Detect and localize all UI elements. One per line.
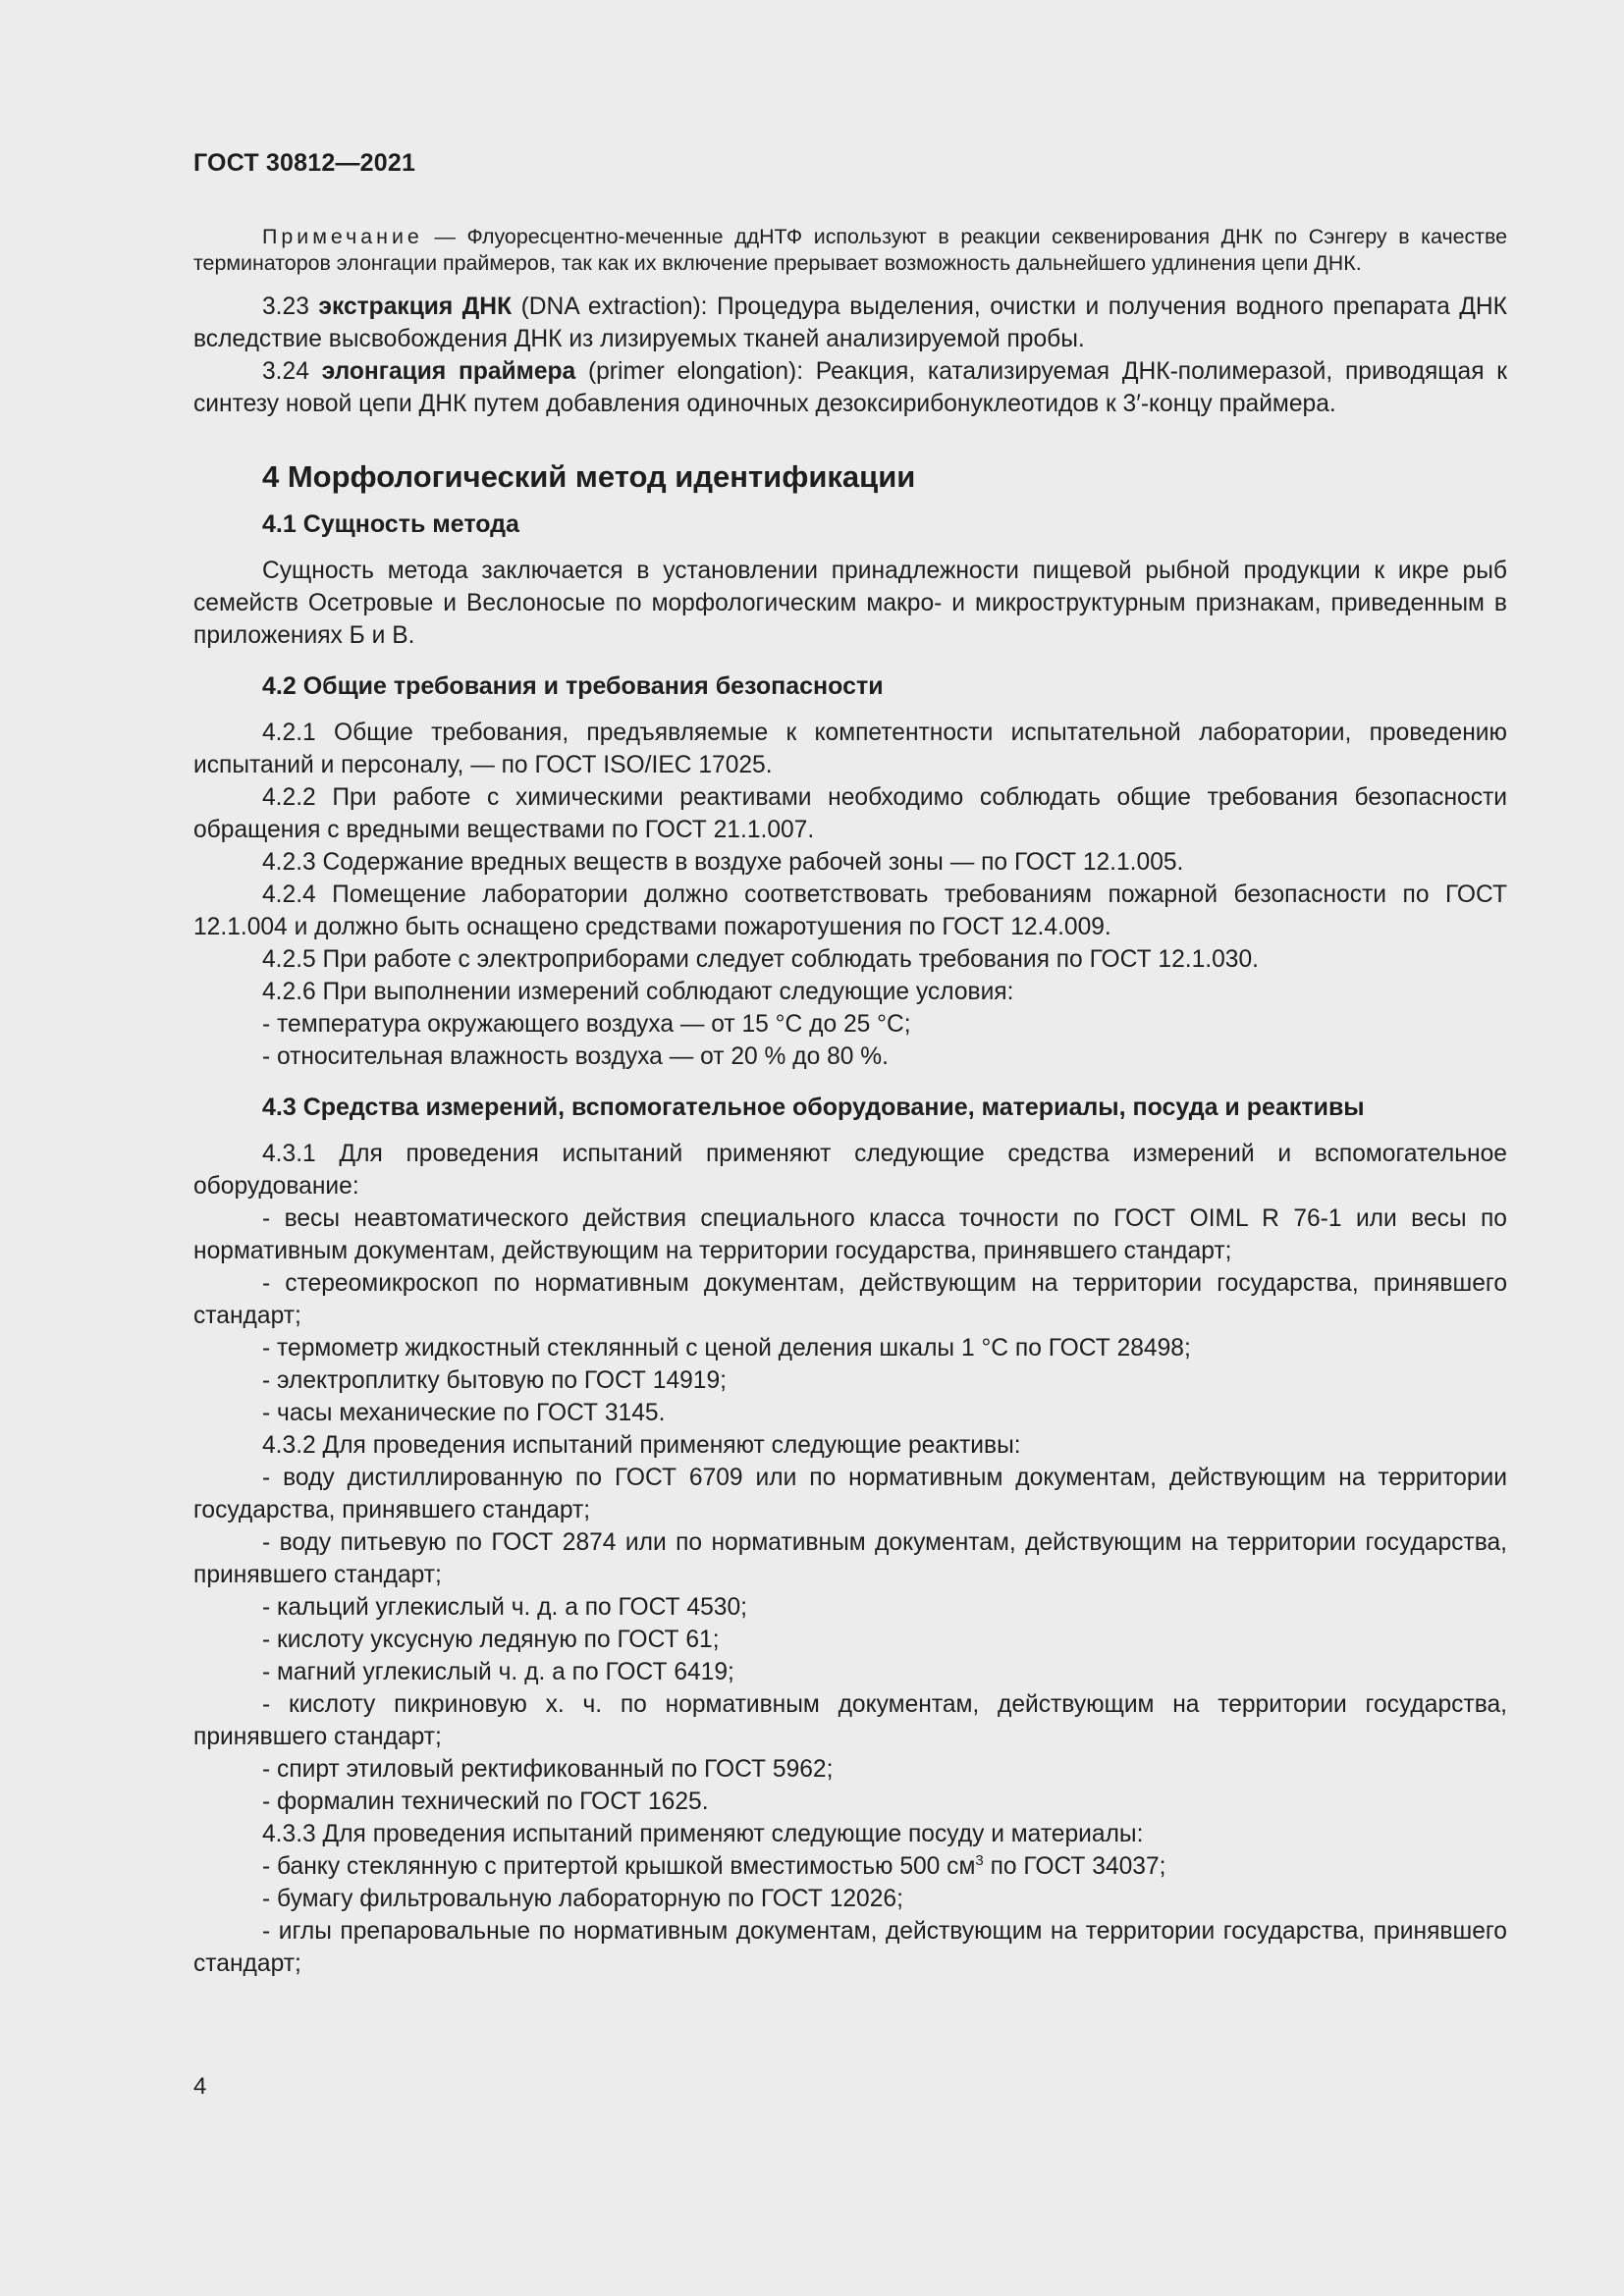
list-item: - спирт этиловый ректификованный по ГОСТ 5962; <box>262 1756 834 1783</box>
list-item: 4.2.3 Содержание вредных веществ в воздухе рабочей зоны — по ГОСТ 12.1.005. <box>262 849 1184 876</box>
note-label: Примечание <box>262 225 423 248</box>
subsection-4-3-heading: 4.3 Средства измерений, вспомогательное оборудование, материалы, посуда и реактивы <box>262 1094 1365 1121</box>
definition-text: (primer elongation): Реакция, катализируемая ДНК-полимеразой, приводящая к синтезу новой цепи ДНК путем добавления одиночных дезоксирибонуклеотидов к 3′-концу праймера. <box>193 358 1507 417</box>
subsection-4-1-heading: 4.1 Сущность метода <box>262 510 519 538</box>
document-code: ГОСТ 30812—2021 <box>193 149 416 177</box>
list-item: 4.3.1 Для проведения испытаний применяют следующие средства измерений и вспомогательное оборудование: <box>193 1141 1507 1200</box>
list-item: 4.2.6 При выполнении измерений соблюдают следующие условия: <box>262 979 1014 1005</box>
subsection-4-2-list <box>193 717 1507 1073</box>
list-item: - температура окружающего воздуха — от 15 °C до 25 °C; <box>262 1011 911 1038</box>
list-item: - магний углекислый ч. д. а по ГОСТ 6419; <box>262 1659 734 1685</box>
list-item: 4.2.4 Помещение лаборатории должно соответствовать требованиям пожарной безопасности по ГОСТ 12.1.004 и должно быть оснащено средствами пожаротушения по ГОСТ 12.4.009. <box>193 881 1507 940</box>
definition-term: экстракция ДНК <box>318 294 513 320</box>
list-item: 4.2.1 Общие требования, предъявляемые к компетентности испытательной лаборатории, проведению испытаний и персоналу, — по ГОСТ ISO/IEC 17025. <box>193 720 1507 778</box>
page-number: 4 <box>193 2073 207 2100</box>
list-item: 4.3.2 Для проведения испытаний применяют следующие реактивы: <box>262 1432 1021 1459</box>
list-item: - электроплитку бытовую по ГОСТ 14919; <box>262 1367 727 1394</box>
list-item: - иглы препаровальные по нормативным документам, действующим на территории государства, принявшего стандарт; <box>193 1918 1507 1977</box>
subsection-4-1-text: Сущность метода заключается в установлении принадлежности пищевой рыбной продукции к икре рыб семейств Осетровые и Веслоносые по морфологическим макро- и микроструктурным признакам, приведенным в приложениях Б и В. <box>193 558 1507 649</box>
subsection-4-2-heading: 4.2 Общие требования и требования безопасности <box>262 672 884 700</box>
definition-number: 3.23 <box>262 294 319 320</box>
list-item: - стереомикроскоп по нормативным документам, действующим на территории государства, принявшего стандарт; <box>193 1270 1507 1329</box>
subsection-4-3-list <box>193 1138 1507 1980</box>
list-item: - весы неавтоматического действия специального класса точности по ГОСТ OIML R 76-1 или весы по нормативным документам, действующим на территории государства, принявшего стандарт; <box>193 1205 1507 1264</box>
definition-3-24 <box>193 355 1507 420</box>
section-4-heading: 4 Морфологический метод идентификации <box>262 459 916 494</box>
list-item: 4.2.2 При работе с химическими реактивами необходимо соблюдать общие требования безопасности обращения с вредными веществами по ГОСТ 21.1.007. <box>193 784 1507 843</box>
jar-text: - банку стеклянную с притертой крышкой вместимостью 500 см <box>262 1853 976 1880</box>
note-text: — Флуоресцентно-меченные ддНТФ используют в реакции секвенирования ДНК по Сэнгеру в качестве терминаторов элонгации праймеров, так как их включение прерывает возможность дальнейшего удлинения цепи ДНК. <box>193 225 1507 275</box>
list-item: - кислоту уксусную ледяную по ГОСТ 61; <box>262 1627 720 1653</box>
list-item: - воду дистиллированную по ГОСТ 6709 или по нормативным документам, действующим на территории государства, принявшего стандарт; <box>193 1465 1507 1523</box>
definition-text: (DNA extraction): Процедура выделения, очистки и получения водного препарата ДНК вследствие высвобождения ДНК из лизируемых тканей анализируемой пробы. <box>193 294 1508 352</box>
list-item: 4.3.3 Для проведения испытаний применяют следующие посуду и материалы: <box>262 1821 1144 1847</box>
superscript-3: 3 <box>975 1851 984 1869</box>
list-item: - термометр жидкостный стеклянный с ценой деления шкалы 1 °C по ГОСТ 28498; <box>262 1335 1191 1362</box>
jar-text-end: по ГОСТ 34037; <box>983 1853 1166 1880</box>
list-item: - кислоту пикриновую х. ч. по нормативным документам, действующим на территории государства, принявшего стандарт; <box>193 1691 1507 1750</box>
list-item: - воду питьевую по ГОСТ 2874 или по нормативным документам, действующим на территории государства, принявшего стандарт; <box>193 1529 1507 1588</box>
definition-term: элонгация праймера <box>321 358 576 385</box>
list-item: - кальций углекислый ч. д. а по ГОСТ 4530; <box>262 1594 747 1621</box>
list-item: - относительная влажность воздуха — от 20 % до 80 %. <box>262 1043 889 1070</box>
definition-number: 3.24 <box>262 358 322 385</box>
list-item: - бумагу фильтровальную лабораторную по ГОСТ 12026; <box>262 1886 903 1912</box>
note-paragraph <box>193 224 1507 277</box>
list-item: - формалин технический по ГОСТ 1625. <box>262 1789 709 1815</box>
definition-3-23 <box>193 291 1507 355</box>
list-item <box>193 1850 1507 1883</box>
list-item: - часы механические по ГОСТ 3145. <box>262 1400 666 1426</box>
page-content <box>193 224 1507 1980</box>
list-item: 4.2.5 При работе с электроприборами следует соблюдать требования по ГОСТ 12.1.030. <box>262 946 1259 973</box>
